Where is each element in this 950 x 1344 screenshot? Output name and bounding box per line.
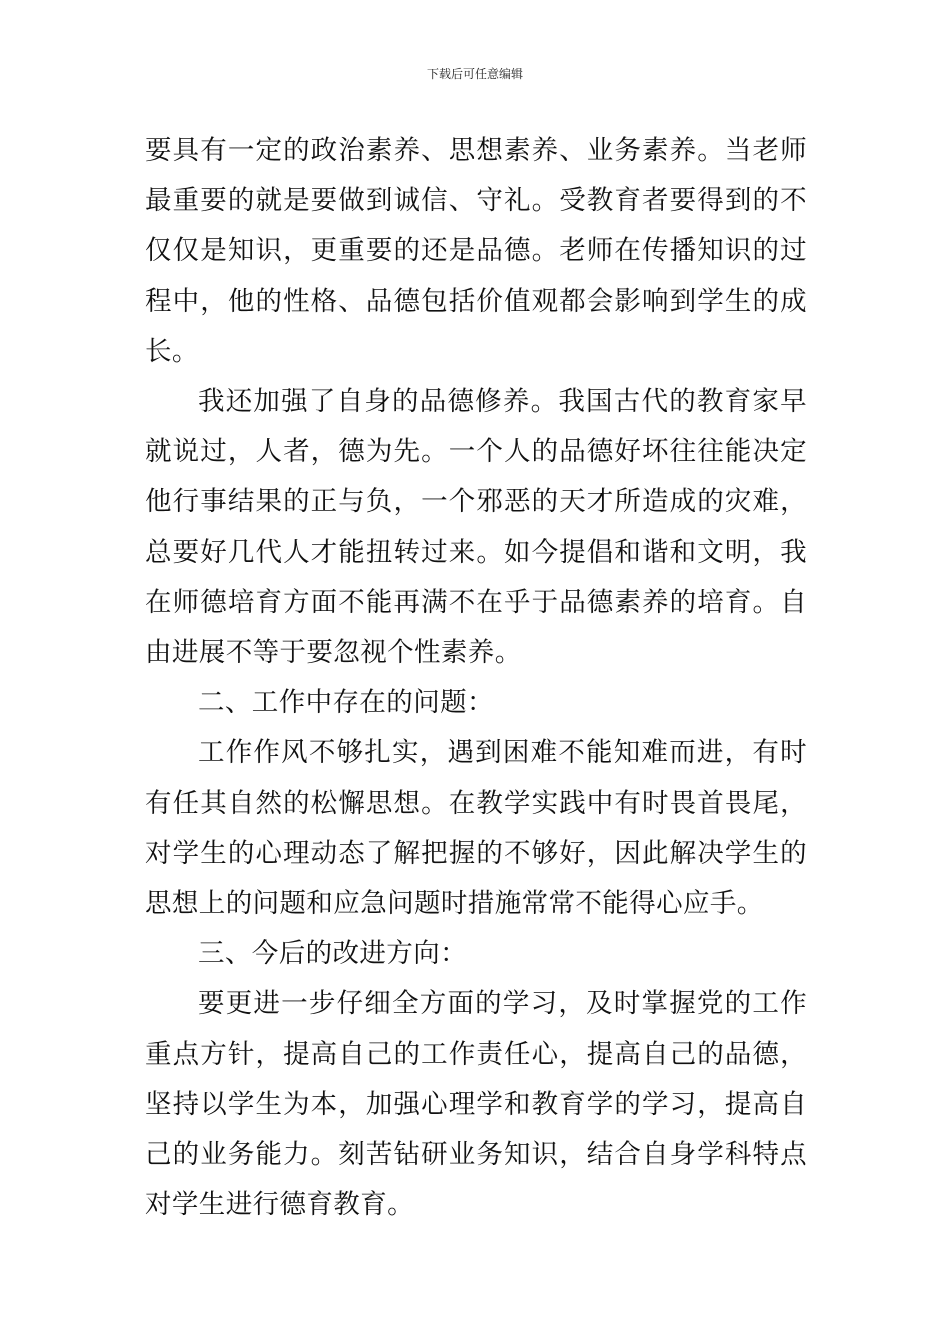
section-heading-improvements: 三、今后的改进方向： [198,938,467,970]
paragraph-continuation: 要具有一定的政治素养、思想素养、业务素养。当老师最重要的就是要做到诚信、守礼。受教育者要得到的不仅仅是知识，更重要的还是品德。老师在传播知识的过程中，他的性格、品德包括价值观都会影响到学生的成长。 [145,135,807,367]
document-body [145,126,807,1230]
paragraph-improvements: 要更进一步仔细全方面的学习，及时掌握党的工作重点方针，提高自己的工作责任心，提高自己的品德，坚持以学生为本，加强心理学和教育学的学习，提高自己的业务能力。刻苦钻研业务知识，结合自身学科特点对学生进行德育教育。 [145,988,807,1221]
paragraph-problems: 工作作风不够扎实，遇到困难不能知难而进，有时有任其自然的松懈思想。在教学实践中有时畏首畏尾，对学生的心理动态了解把握的不够好，因此解决学生的思想上的问题和应急问题时措施常常不能得心应手。 [145,737,807,920]
paragraph-moral-cultivation: 我还加强了自身的品德修养。我国古代的教育家早就说过，人者，德为先。一个人的品德好坏往往能决定他行事结果的正与负，一个邪恶的天才所造成的灾难，总要好几代人才能扭转过来。如今提倡和谐和文明，我在师德培育方面不能再满不在乎于品德素养的培育。自由进展不等于要忽视个性素养。 [145,386,807,669]
section-heading-problems: 二、工作中存在的问题： [198,687,494,719]
page-header-note: 下载后可任意编辑 [426,67,523,81]
